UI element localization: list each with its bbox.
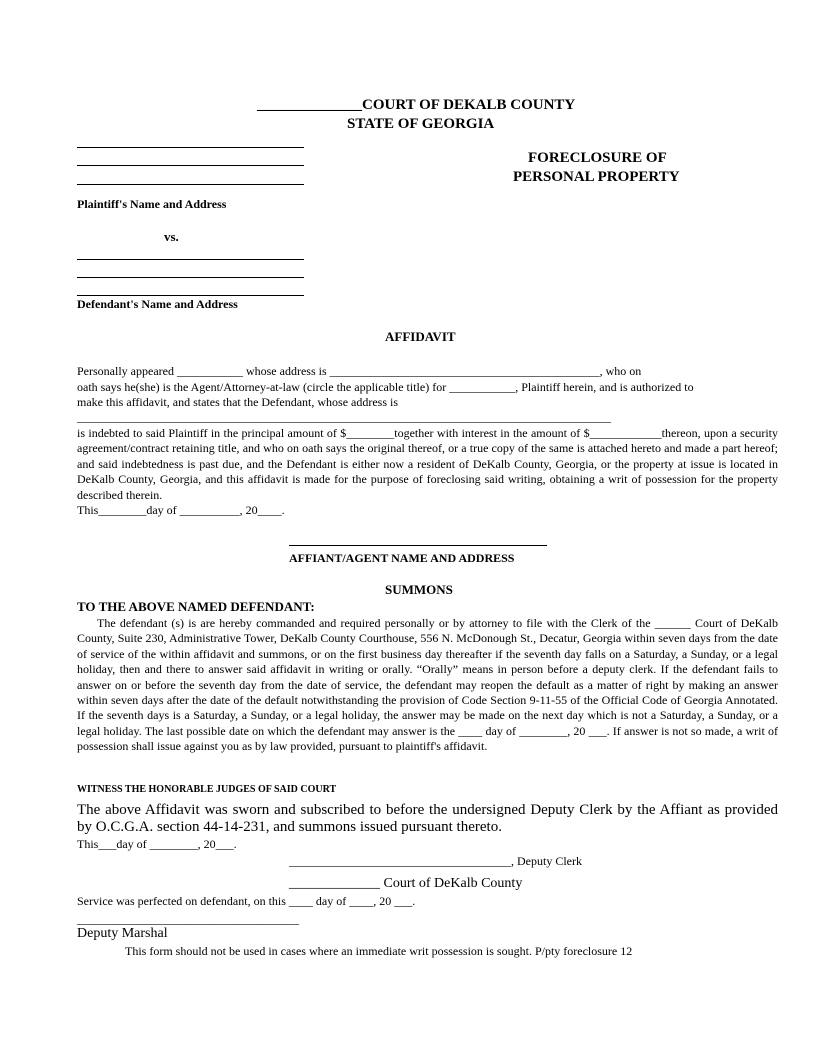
defendant-address-blank: _________________________________________________________________________________________	[77, 410, 611, 424]
affiant-label: AFFIANT/AGENT NAME AND ADDRESS	[289, 551, 515, 565]
affidavit-date-line: This________day of __________, 20____.	[77, 503, 285, 517]
deputy-marshal-label: Deputy Marshal	[77, 926, 168, 941]
defendant-line	[77, 259, 304, 260]
summons-date-line: This___day of ________, 20___.	[77, 837, 237, 851]
state-heading: STATE OF GEORGIA	[347, 116, 495, 132]
defendant-label: Defendant's Name and Address	[77, 297, 238, 311]
court-heading: ______________COURT OF DEKALB COUNTY	[257, 97, 576, 113]
affidavit-line1: Personally appeared ___________ whose address is _____________________________________________, who on	[77, 364, 642, 378]
case-type-line1: FORECLOSURE OF	[528, 150, 667, 166]
footer-note: This form should not be used in cases where an immediate writ possession is sought. P/pty foreclosure 12	[125, 944, 633, 958]
court-of-dekalb-line: _____________ Court of DeKalb County	[289, 876, 523, 891]
service-line: Service was perfected on defendant, on this ____ day of ____, 20 ___.	[77, 894, 416, 908]
case-type-line2: PERSONAL PROPERTY	[513, 169, 680, 185]
affidavit-line2: oath says he(she) is the Agent/Attorney-at-law (circle the applicable title) for ___________, Plaintiff herein, and is authorized to	[77, 380, 694, 394]
marshal-signature-line: _____________________________________	[77, 912, 299, 926]
affidavit-title: AFFIDAVIT	[385, 329, 456, 344]
defendant-line	[77, 277, 304, 278]
plaintiff-label: Plaintiff's Name and Address	[77, 197, 227, 211]
summons-body: The defendant (s) is are hereby commanded and required personally or by attorney to file with the Clerk of the ______ Court of DeKalb County, Suite 230, Administrative Tower, DeKalb County Courthouse, 556 N. McDonough St., Decatur, Georgia within seven days from the date of service of the within affidavit and summons, or on the first business day thereafter if the seventh day falls on a Saturday, a Sunday, or a legal holiday, then and there to answer said affidavit in writing or orally. “Orally” means in person before a deputy clerk. If the defendant fails to answer on or before the seventh day from the date of service, the defendant may reopen the default as a matter of right by making an answer within seven days after the date of the default notwithstanding the provision of Code Section 9-11-55 of the Official Code of Georgia Annotated. If the seventh days is a Saturday, a Sunday, or a legal holiday, the answer may be made on the next day which is not a Saturday, a Sunday, or a legal holiday. The last possible date on which the defendant may answer is the ____ day of ________, 20 ___. If answer is not so made, a writ of possession shall issue against you as by law provided, pursuant to plaintiff's affidavit.	[77, 616, 778, 754]
affidavit-body: is indebted to said Plaintiff in the principal amount of $________together with interest in the amount of $____________thereon, upon a security agreement/contract retaining title, and who on oath says the original thereof, or a true copy of the same is attached hereto and made a part hereof; and said indebtedness is past due, and the Defendant is either now a resident of DeKalb County, Georgia, or the property at issue is located in DeKalb County, Georgia, and this affidavit is made for the purpose of foreclosing said writing, obtaining a writ of possession for the property described therein.	[77, 426, 778, 502]
summons-title: SUMMONS	[385, 582, 453, 597]
witness-line: WITNESS THE HONORABLE JUDGES OF SAID COURT	[77, 784, 337, 795]
plaintiff-line	[77, 147, 304, 148]
affiant-signature-line	[289, 545, 547, 546]
deputy-clerk-line: _____________________________________, Deputy Clerk	[289, 854, 582, 868]
plaintiff-line	[77, 184, 304, 185]
affidavit-line3: make this affidavit, and states that the Defendant, whose address is	[77, 395, 399, 409]
summons-to-line: TO THE ABOVE NAMED DEFENDANT:	[77, 599, 315, 614]
sworn-statement: The above Affidavit was sworn and subscribed to before the undersigned Deputy Clerk by the Affiant as provided by O.C.G.A. section 44-14-231, and summons issued pursuant thereto.	[77, 802, 778, 835]
plaintiff-line	[77, 165, 304, 166]
versus-label: vs.	[164, 229, 179, 244]
defendant-line	[77, 295, 304, 296]
